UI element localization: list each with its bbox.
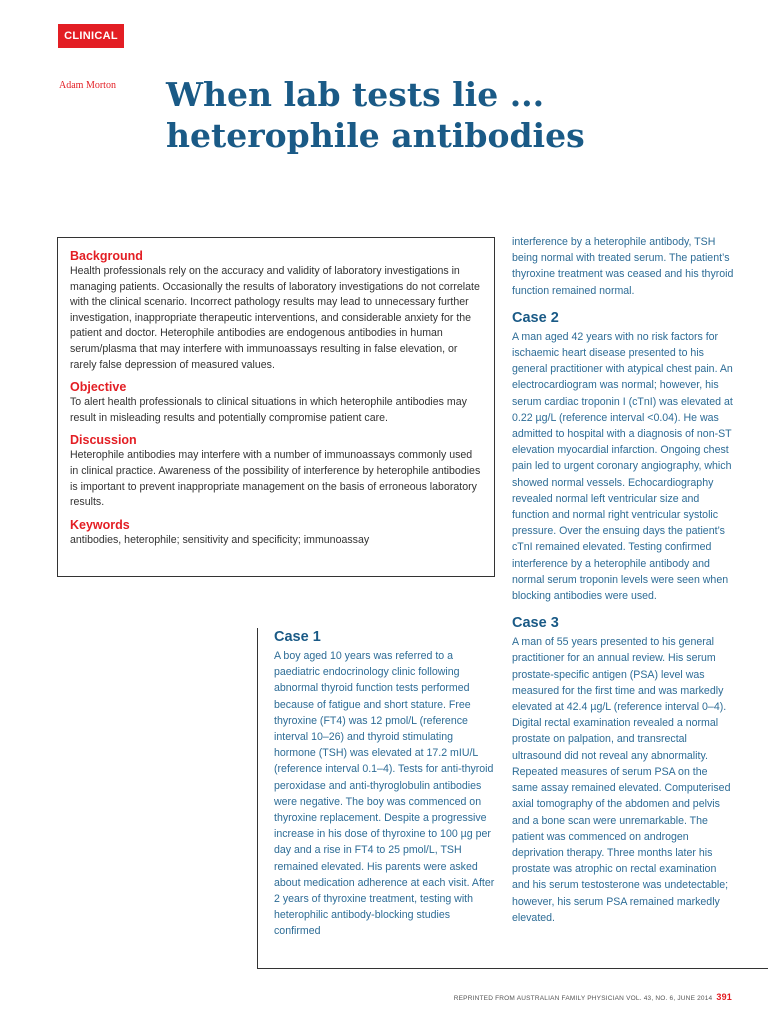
column-right — [512, 234, 734, 936]
case-1-continued-text: interference by a heterophile antibody, TSH being normal with treated serum. The patient’s thyroxine treatment was ceased and his thyroid function remained normal. — [512, 236, 734, 297]
discussion-heading: Discussion — [70, 433, 137, 448]
discussion-text: Heterophile antibodies may interfere with a number of immunoassays commonly used in clinical practice. Awareness of the possibility of interference by heterophile antibodies is important to prevent inappropriate management on the basis of erroneous laboratory results. — [70, 449, 481, 509]
case-3-heading: Case 3 — [512, 615, 559, 632]
objective-text: To alert health professionals to clinical situations in which heterophile antibodies may result in misleading results and potentially compromise patient care. — [70, 396, 467, 424]
case-2-heading: Case 2 — [512, 309, 559, 326]
footer-citation: REPRINTED FROM AUSTRALIAN FAMILY PHYSICIAN VOL. 43, NO. 6, JUNE 2014 — [453, 995, 713, 1002]
title-line-2: heterophile antibodies — [166, 116, 585, 155]
case-3-text: A man of 55 years presented to his general practitioner for an annual review. His serum prostate-specific antigen (PSA) level was measured for the first time and was markedly elevated at 42.4 µg/L (reference interval 0–4). Digital rectal examination revealed a normal prostate on palpation, and transrectal ultrasound did not reveal any abnormality. Repeated measures of serum PSA on the same assay remained elevated. Computerised axial tomography of the abdomen and pelvis and a bone scan were unremarkable. The patient was commenced on androgen deprivation therapy. Three months later his prostate was atrophic on rectal examination and his serum testosterone was undetectable; however, his serum PSA remained markedly elevated. — [512, 636, 731, 924]
author-name: Adam Morton — [59, 80, 116, 91]
article-title — [166, 74, 726, 156]
case-1-heading: Case 1 — [274, 629, 321, 645]
abstract-box — [57, 237, 495, 577]
page-number: 391 — [716, 992, 732, 1002]
background-heading: Background — [70, 249, 143, 263]
background-text: Health professionals rely on the accuracy and validity of laboratory investigations in managing patients. Occasionally the results of laboratory investigations do not correlate with the clinical scenario. Incorrect pathology results may lead to unnecessary further investigation, inappropriate therapeutic interventions, and considerable anxiety for the patient and doctor. Heterophile antibodies are endogenous antibodies in human serum/plasma that may interfere with immunoassays resulting in false elevation, or rarely false depression of measured values. — [70, 265, 480, 371]
case-1-text: A boy aged 10 years was referred to a paediatric endocrinology clinic following abnormal thyroid function tests performed because of fatigue and short stature. Free thyroxine (FT4) was 12 pmol/L (reference interval 10–26) and thyroid stimulating hormone (TSH) was elevated at 17.2 mIU/L (reference interval 0.1–4). Tests for anti-thyroid peroxidase and anti-thyroglobulin antibodies were negative. The boy was commenced on thyroxine replacement. Despite a progressive increase in his dose of thyroxine to 100 µg per day and a rise in FT4 to 25 pmol/L, TSH remained elevated. His parents were asked about medication adherence at each visit. After 2 years of thyroxine treatment, testing with heterophilic antibody-blocking studies confirmed — [274, 650, 495, 938]
section-tag-clinical: CLINICAL — [58, 24, 124, 48]
keywords-heading: Keywords — [70, 517, 130, 532]
objective-heading: Objective — [70, 380, 127, 395]
case-2-text: A man aged 42 years with no risk factors for ischaemic heart disease presented to his general practitioner with atypical chest pain. An electrocardiogram was normal; however, his serum cardiac troponin I (cTnI) was elevated at 0.22 µg/L (reference interval <0.04). He was admitted to hospital with a diagnosis of non-ST elevation myocardial infarction. Ongoing chest pain led to urgent coronary angiography, which showed normal vessels. Echocardiography revealed normal left ventricular size and function and normal right ventricular systolic pressure. Over the ensuing days the patient’s cTnI remained elevated. Testing confirmed interference by a heterophile antibody and normal serum troponin levels were seen when blocking antibodies were used. — [512, 330, 733, 603]
page-footer — [454, 992, 732, 1002]
column-divider-vertical — [257, 628, 258, 969]
column-left — [274, 628, 496, 950]
footer-rule — [257, 968, 768, 969]
title-line-1: When lab tests lie ... — [166, 75, 545, 114]
keywords-text: antibodies, heterophile; sensitivity and specificity; immunoassay — [70, 533, 370, 546]
